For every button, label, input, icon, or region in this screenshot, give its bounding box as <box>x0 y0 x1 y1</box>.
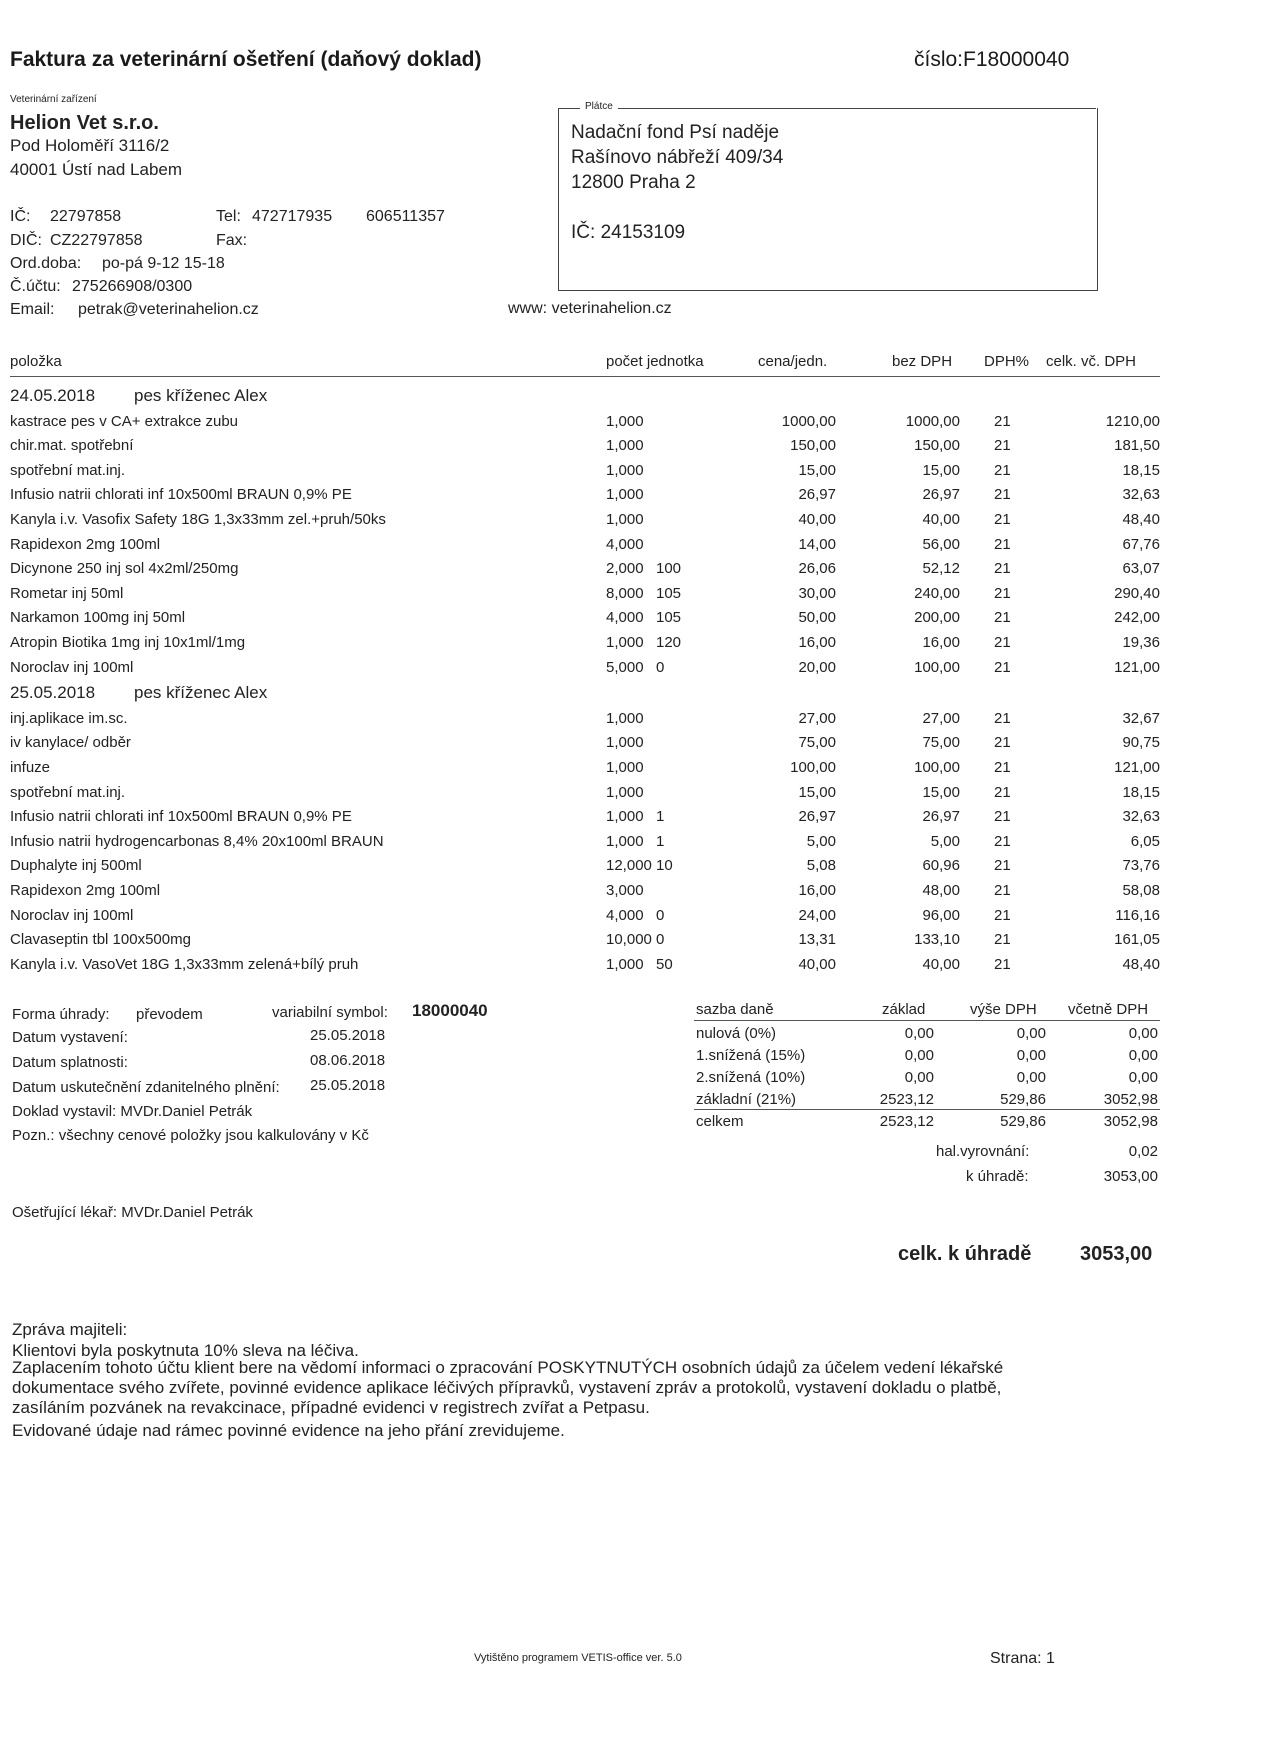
to-pay-value: 3053,00 <box>1103 1168 1158 1185</box>
clinic-tel2: 606511357 <box>366 208 445 225</box>
item-vat: 21 <box>994 412 1011 430</box>
item-base: 40,00 <box>922 955 960 973</box>
item-qty: 1,000 <box>606 955 644 973</box>
item-name: Noroclav inj 100ml <box>10 658 134 676</box>
item-vat: 21 <box>994 511 1011 528</box>
due-value: 08.06.2018 <box>310 1052 386 1069</box>
item-qty: 4,000 <box>606 609 644 627</box>
item-total: 32,67 <box>1122 709 1160 727</box>
issued-value: 25.05.2018 <box>310 1027 386 1044</box>
item-unit: 105 <box>656 609 682 627</box>
clinic-dic: CZ22797858 <box>50 232 143 249</box>
item-name: Infusio natrii hydrogencarbonas 8,4% 20x100ml BRAUN <box>10 832 384 850</box>
item-vat: 21 <box>994 882 1011 899</box>
item-total: 181,50 <box>1114 437 1160 455</box>
vat-rate: 1.snížená (15%) <box>696 1047 806 1064</box>
item-price: 40,00 <box>798 511 836 528</box>
payer-ic-label: IČ: <box>571 222 596 243</box>
clinic-hours: po-pá 9-12 15-18 <box>102 255 225 272</box>
item-price: 1000,00 <box>781 412 836 430</box>
item-name: Kanyla i.v. Vasofix Safety 18G 1,3x33mm zel.+pruh/50ks <box>10 511 386 528</box>
item-vat: 21 <box>994 832 1011 850</box>
item-name: iv kanylace/ odběr <box>10 734 131 752</box>
payer-box-top-border <box>558 108 1096 109</box>
col-header-total: celk. vč. DPH <box>1046 353 1137 370</box>
table-row <box>0 462 1264 486</box>
table-row <box>0 882 1264 906</box>
item-base: 100,00 <box>914 759 960 776</box>
clinic-hours-label: Ord.doba: <box>10 255 82 272</box>
col-header-price: cena/jedn. <box>758 353 828 370</box>
item-qty: 1,000 <box>606 808 644 826</box>
item-total: 290,40 <box>1114 584 1160 602</box>
payment-value: převodem <box>136 1006 203 1023</box>
table-row <box>0 585 1264 609</box>
item-qty: 1,000 <box>606 832 644 850</box>
item-base: 40,00 <box>922 511 960 528</box>
table-row <box>0 784 1264 808</box>
item-unit: 100 <box>656 560 682 578</box>
item-name: Noroclav inj 100ml <box>10 906 134 924</box>
vat-header-rate: sazba daně <box>696 1001 774 1018</box>
item-base: 26,97 <box>922 808 960 826</box>
item-qty: 8,000 <box>606 584 644 602</box>
item-qty: 4,000 <box>606 906 644 924</box>
table-row <box>0 609 1264 633</box>
payer-ic-value: 24153109 <box>600 222 686 243</box>
payer-caption: Plátce <box>580 101 618 112</box>
vat-total: 0,00 <box>1128 1047 1158 1064</box>
item-base: 5,00 <box>930 832 960 850</box>
vat-base: 0,00 <box>904 1025 934 1042</box>
invoice-title: Faktura za veterinární ošetření (daňový doklad) <box>10 48 482 71</box>
item-vat: 21 <box>994 486 1011 504</box>
item-vat: 21 <box>994 857 1011 875</box>
item-total: 18,15 <box>1122 783 1160 801</box>
clinic-city: 40001 Ústí nad Labem <box>10 160 183 179</box>
item-unit: 1 <box>656 832 665 850</box>
clinic-email-label: Email: <box>10 301 55 318</box>
item-name: infuze <box>10 759 51 776</box>
item-vat: 21 <box>994 709 1011 727</box>
vat-total: 3052,98 <box>1103 1091 1158 1108</box>
item-total: 90,75 <box>1122 734 1160 752</box>
item-base: 100,00 <box>914 658 960 676</box>
item-price: 5,00 <box>806 832 836 850</box>
footer-page <box>990 1650 1055 1668</box>
invoice-number-value: F18000040 <box>963 48 1070 71</box>
clinic-tel: 472717935 <box>252 208 333 225</box>
item-name: Narkamon 100mg inj 50ml <box>10 609 186 627</box>
item-qty: 3,000 <box>606 882 644 899</box>
payer-ic <box>571 222 685 244</box>
vat-header-amount: výše DPH <box>970 1001 1037 1018</box>
item-qty: 2,000 <box>606 560 644 578</box>
item-total: 121,00 <box>1114 759 1160 776</box>
clinic-account-label: Č.účtu: <box>10 278 61 295</box>
vat-header-divider <box>694 1020 1160 1021</box>
item-name: Kanyla i.v. VasoVet 18G 1,3x33mm zelená+bílý pruh <box>10 955 359 973</box>
item-qty: 5,000 <box>606 658 644 676</box>
clinic-dic-label: DIČ: <box>10 232 42 249</box>
item-price: 15,00 <box>798 461 836 479</box>
item-total: 63,07 <box>1122 560 1160 578</box>
item-qty: 1,000 <box>606 759 644 776</box>
item-total: 116,16 <box>1115 906 1160 924</box>
item-base: 96,00 <box>922 906 960 924</box>
item-qty: 1,000 <box>606 486 644 504</box>
message-line: Zaplacením tohoto účtu klient bere na vědomí informaci o zpracování POSKYTNUTÝCH osobních údajů za účelem vedení lékařské <box>12 1358 1004 1377</box>
item-vat: 21 <box>994 437 1011 455</box>
item-price: 100,00 <box>790 759 836 776</box>
item-unit: 0 <box>656 931 665 949</box>
item-price: 15,00 <box>798 783 836 801</box>
doctor <box>12 1204 253 1221</box>
table-row <box>0 659 1264 683</box>
table-row <box>0 486 1264 510</box>
item-unit: 0 <box>656 906 665 924</box>
table-row <box>0 560 1264 584</box>
clinic-www: veterinahelion.cz <box>551 300 672 317</box>
section-pet: pes kříženec Alex <box>134 683 268 703</box>
message-line: zasíláním pozvánek na revakcinace, případné evidenci v registrech zvířat a Petpasu. <box>12 1398 650 1417</box>
item-base: 133,10 <box>914 931 960 949</box>
table-row <box>0 857 1264 881</box>
rounding-label: hal.vyrovnání: <box>936 1143 1030 1160</box>
item-total: 1210,00 <box>1105 412 1160 430</box>
clinic-website <box>508 300 672 318</box>
item-qty: 4,000 <box>606 535 644 553</box>
item-vat: 21 <box>994 560 1011 578</box>
col-header-item: položka <box>10 353 62 370</box>
item-qty: 10,000 <box>606 931 652 949</box>
vat-rate: 2.snížená (10%) <box>696 1069 806 1086</box>
item-base: 27,00 <box>922 709 960 727</box>
item-total: 18,15 <box>1122 461 1160 479</box>
item-base: 75,00 <box>922 734 960 752</box>
item-price: 150,00 <box>790 437 836 455</box>
vat-rate: celkem <box>696 1113 744 1130</box>
item-qty: 1,000 <box>606 734 644 752</box>
table-row <box>0 710 1264 734</box>
item-total: 242,00 <box>1114 609 1160 627</box>
message-line: Klientovi byla poskytnuta 10% sleva na léčiva. <box>12 1341 359 1360</box>
vs-label: variabilní symbol: <box>272 1004 388 1021</box>
item-unit: 105 <box>656 584 682 602</box>
clinic-account: 275266908/0300 <box>72 278 193 295</box>
table-row <box>0 413 1264 437</box>
item-total: 48,40 <box>1122 955 1160 973</box>
item-unit: 10 <box>656 857 673 875</box>
clinic-name: Helion Vet s.r.o. <box>10 112 159 134</box>
table-row <box>0 808 1264 832</box>
item-unit: 0 <box>656 658 665 676</box>
item-price: 75,00 <box>798 734 836 752</box>
issuer-label: Doklad vystavil: <box>12 1103 117 1120</box>
item-name: chir.mat. spotřební <box>10 437 134 455</box>
clinic-caption: Veterinární zařízení <box>10 94 97 105</box>
table-row <box>0 437 1264 461</box>
taxable-label: Datum uskutečnění zdanitelného plnění: <box>12 1079 280 1096</box>
item-qty: 1,000 <box>606 511 644 528</box>
issued-label: Datum vystavení: <box>12 1029 128 1046</box>
item-name: Clavaseptin tbl 100x500mg <box>10 931 191 949</box>
item-base: 52,12 <box>922 560 960 578</box>
section-date: 24.05.2018 <box>10 386 96 405</box>
item-total: 32,63 <box>1122 486 1160 504</box>
item-vat: 21 <box>994 955 1011 973</box>
item-total: 73,76 <box>1122 857 1160 875</box>
vat-rate: základní (21%) <box>696 1091 797 1108</box>
col-header-vat: DPH% <box>984 353 1030 370</box>
item-name: spotřební mat.inj. <box>10 461 126 479</box>
issuer-value: MVDr.Daniel Petrák <box>120 1103 253 1120</box>
item-qty: 1,000 <box>606 634 644 651</box>
item-total: 58,08 <box>1122 882 1160 899</box>
item-total: 67,76 <box>1122 535 1160 553</box>
vat-total: 0,00 <box>1128 1069 1158 1086</box>
table-row <box>0 833 1264 857</box>
item-base: 15,00 <box>922 461 960 479</box>
payment-label: Forma úhrady: <box>12 1006 110 1023</box>
vat-base: 2523,12 <box>879 1113 934 1130</box>
grand-total-value: 3053,00 <box>1080 1243 1153 1265</box>
issuer <box>12 1103 252 1120</box>
item-base: 15,00 <box>922 783 960 801</box>
page-number: 1 <box>1046 1650 1055 1667</box>
item-base: 48,00 <box>922 882 960 899</box>
clinic-ic-label: IČ: <box>10 208 31 225</box>
item-total: 48,40 <box>1122 511 1160 528</box>
section-header <box>0 683 1264 707</box>
vat-rate: nulová (0%) <box>696 1025 777 1042</box>
vat-header-total: včetně DPH <box>1068 1001 1149 1018</box>
item-vat: 21 <box>994 461 1011 479</box>
message-title: Zpráva majiteli: <box>12 1320 128 1339</box>
item-vat: 21 <box>994 658 1011 676</box>
item-price: 14,00 <box>798 535 836 553</box>
item-base: 26,97 <box>922 486 960 504</box>
item-total: 161,05 <box>1114 931 1160 949</box>
item-name: inj.aplikace im.sc. <box>10 709 128 727</box>
item-name: Rapidexon 2mg 100ml <box>10 882 161 899</box>
item-price: 13,31 <box>798 931 836 949</box>
item-name: Rometar inj 50ml <box>10 584 124 602</box>
item-base: 56,00 <box>922 535 960 553</box>
item-price: 26,97 <box>798 486 836 504</box>
item-name: Infusio natrii chlorati inf 10x500ml BRAUN 0,9% PE <box>10 486 352 504</box>
payer-name: Nadační fond Psí naděje <box>571 122 780 143</box>
section-date: 25.05.2018 <box>10 683 96 703</box>
col-header-base: bez DPH <box>892 353 953 370</box>
item-name: Rapidexon 2mg 100ml <box>10 535 161 553</box>
item-price: 16,00 <box>798 882 836 899</box>
table-row <box>0 734 1264 758</box>
table-row <box>0 536 1264 560</box>
item-price: 50,00 <box>798 609 836 627</box>
rounding-value: 0,02 <box>1128 1143 1158 1160</box>
item-name: Infusio natrii chlorati inf 10x500ml BRAUN 0,9% PE <box>10 808 352 826</box>
table-row <box>0 759 1264 783</box>
item-qty: 1,000 <box>606 412 644 430</box>
vat-amount: 0,00 <box>1016 1069 1046 1086</box>
item-vat: 21 <box>994 759 1011 776</box>
header-divider <box>10 376 1160 377</box>
item-vat: 21 <box>994 734 1011 752</box>
vat-amount: 0,00 <box>1016 1025 1046 1042</box>
item-total: 6,05 <box>1130 832 1160 850</box>
message-line: Evidované údaje nad rámec povinné evidence na jeho přání zrevidujeme. <box>12 1421 565 1440</box>
vat-base: 0,00 <box>904 1069 934 1086</box>
vat-amount: 529,86 <box>1000 1113 1046 1130</box>
vat-header-base: základ <box>882 1001 926 1018</box>
item-price: 5,08 <box>806 857 836 875</box>
clinic-email: petrak@veterinahelion.cz <box>78 301 259 318</box>
item-unit: 120 <box>656 634 682 651</box>
vs-value: 18000040 <box>412 1001 488 1020</box>
item-vat: 21 <box>994 634 1011 651</box>
clinic-tel-label: Tel: <box>216 208 241 225</box>
item-price: 20,00 <box>798 658 836 676</box>
taxable-value: 25.05.2018 <box>310 1077 386 1094</box>
doctor-label: Ošetřující lékař: <box>12 1204 118 1221</box>
vat-total-divider <box>694 1109 1160 1110</box>
item-name: kastrace pes v CA+ extrakce zubu <box>10 412 239 430</box>
table-row <box>0 634 1264 658</box>
item-name: spotřební mat.inj. <box>10 783 126 801</box>
section-pet: pes kříženec Alex <box>134 386 268 405</box>
message-line: dokumentace svého zvířete, povinné evidence aplikace léčivých přípravků, vystavení zpráv a protokolů, vystavení dokladu o platbě, <box>12 1378 1002 1397</box>
item-price: 16,00 <box>798 634 836 651</box>
table-row <box>0 956 1264 980</box>
vat-total: 0,00 <box>1128 1025 1158 1042</box>
page-label: Strana: <box>990 1650 1042 1667</box>
clinic-www-label: www: <box>508 300 548 317</box>
item-total: 121,00 <box>1114 658 1160 676</box>
item-price: 24,00 <box>798 906 836 924</box>
invoice-number-label: číslo: <box>914 48 964 71</box>
item-vat: 21 <box>994 808 1011 826</box>
item-base: 240,00 <box>914 584 960 602</box>
item-price: 26,06 <box>798 560 836 578</box>
vat-total: 3052,98 <box>1103 1113 1158 1130</box>
clinic-fax-label: Fax: <box>216 232 248 249</box>
item-vat: 21 <box>994 584 1011 602</box>
table-row <box>0 511 1264 535</box>
item-base: 60,96 <box>922 857 960 875</box>
vat-amount: 0,00 <box>1016 1047 1046 1064</box>
item-vat: 21 <box>994 609 1011 627</box>
footer-program: Vytištěno programem VETIS-office ver. 5.0 <box>474 1652 682 1664</box>
grand-total-label: celk. k úhradě <box>898 1243 1032 1265</box>
item-vat: 21 <box>994 931 1011 949</box>
item-qty: 1,000 <box>606 783 644 801</box>
col-header-qty: počet jednotka <box>606 353 704 370</box>
item-name: Atropin Biotika 1mg inj 10x1ml/1mg <box>10 634 246 651</box>
table-row <box>0 931 1264 955</box>
due-label: Datum splatnosti: <box>12 1054 128 1071</box>
item-qty: 1,000 <box>606 461 644 479</box>
item-qty: 1,000 <box>606 437 644 455</box>
item-qty: 1,000 <box>606 709 644 727</box>
item-price: 40,00 <box>798 955 836 973</box>
payer-city: 12800 Praha 2 <box>571 172 696 193</box>
item-price: 27,00 <box>798 709 836 727</box>
item-unit: 1 <box>656 808 665 826</box>
item-base: 16,00 <box>922 634 960 651</box>
price-note: Pozn.: všechny cenové položky jsou kalkulovány v Kč <box>12 1127 369 1144</box>
to-pay-label: k úhradě: <box>966 1168 1029 1185</box>
item-qty: 12,000 <box>606 857 652 875</box>
doctor-value: MVDr.Daniel Petrák <box>121 1204 253 1221</box>
item-name: Dicynone 250 inj sol 4x2ml/250mg <box>10 560 239 578</box>
item-name: Duphalyte inj 500ml <box>10 857 142 875</box>
vat-amount: 529,86 <box>1000 1091 1046 1108</box>
item-unit: 50 <box>656 955 673 973</box>
invoice-number <box>914 48 1069 72</box>
item-base: 1000,00 <box>905 412 960 430</box>
item-vat: 21 <box>994 783 1011 801</box>
vat-base: 0,00 <box>904 1047 934 1064</box>
item-price: 30,00 <box>798 584 836 602</box>
item-total: 32,63 <box>1122 808 1160 826</box>
clinic-street: Pod Holoměří 3116/2 <box>10 136 170 155</box>
section-header <box>0 386 1264 410</box>
item-total: 19,36 <box>1122 634 1160 651</box>
item-vat: 21 <box>994 535 1011 553</box>
vat-base: 2523,12 <box>879 1091 934 1108</box>
payer-street: Rašínovo nábřeží 409/34 <box>571 147 784 168</box>
clinic-ic: 22797858 <box>50 208 122 225</box>
item-price: 26,97 <box>798 808 836 826</box>
item-vat: 21 <box>994 906 1011 924</box>
item-base: 200,00 <box>914 609 960 627</box>
item-base: 150,00 <box>914 437 960 455</box>
table-row <box>0 907 1264 931</box>
